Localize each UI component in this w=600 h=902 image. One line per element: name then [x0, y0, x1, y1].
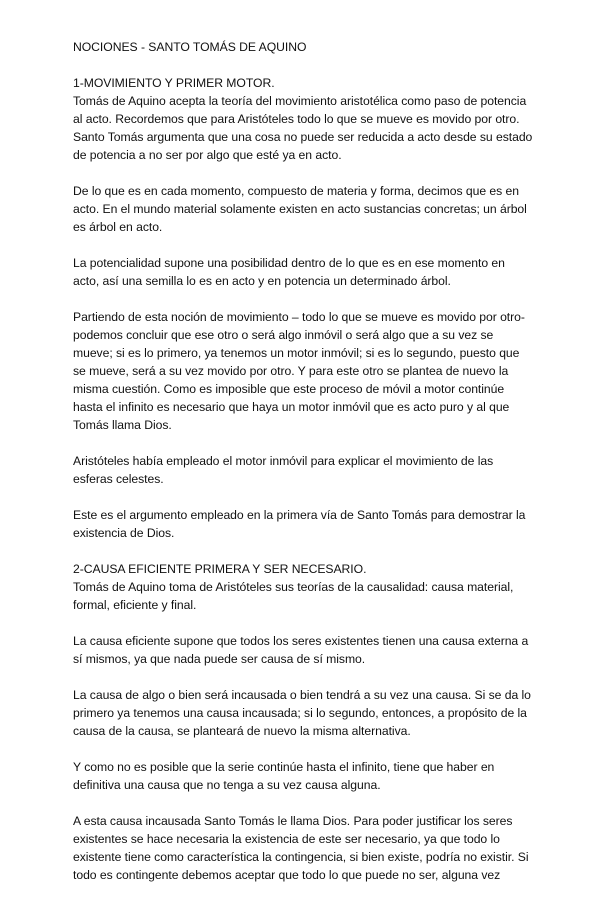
paragraph: La potencialidad supone una posibilidad dentro de lo que es en ese momento en acto, así una semilla lo es en acto y en potencia un determinado árbol.	[73, 256, 505, 288]
paragraph: La causa eficiente supone que todos los seres existentes tienen una causa externa a sí mismos, ya que nada puede ser causa de sí mismo.	[73, 634, 529, 666]
paragraph: Y como no es posible que la serie continúe hasta el infinito, tiene que haber en definitiva una causa que no tenga a su vez causa alguna.	[73, 760, 495, 792]
section-causa-eficiente	[73, 560, 533, 884]
paragraph: Aristóteles había empleado el motor inmóvil para explicar el movimiento de las esferas celestes.	[73, 454, 494, 486]
paragraph: Tomás de Aquino toma de Aristóteles sus teorías de la causalidad: causa material, formal, eficiente y final.	[73, 580, 514, 612]
paragraph: Este es el argumento empleado en la primera vía de Santo Tomás para demostrar la existencia de Dios.	[73, 508, 526, 540]
section-heading: 2-CAUSA EFICIENTE PRIMERA Y SER NECESARIO.	[73, 562, 367, 576]
document-title: NOCIONES - SANTO TOMÁS DE AQUINO	[73, 40, 307, 54]
paragraph: La causa de algo o bien será incausada o bien tendrá a su vez una causa. Si se da lo primero ya tenemos una causa incausada; si lo segundo, entonces, a propósito de la causa de la causa, se planteará de nuevo la misma alternativa.	[73, 688, 531, 738]
paragraph: De lo que es en cada momento, compuesto de materia y forma, decimos que es en acto. En el mundo material solamente existen en acto sustancias concretas; un árbol es árbol en acto.	[73, 184, 527, 234]
paragraph: Tomás de Aquino acepta la teoría del movimiento aristotélica como paso de potencia al acto. Recordemos que para Aristóteles todo lo que se mueve es movido por otro. Santo Tomás argumenta que una cosa no puede ser reducida a acto desde su estado de potencia a no ser por algo que esté ya en acto.	[73, 94, 533, 162]
paragraph: Partiendo de esta noción de movimiento – todo lo que se mueve es movido por otro- podemos concluir que ese otro o será algo inmóvil o será algo que a su vez se mueve; si es lo primero, ya tenemos un motor inmóvil; si es lo segundo, puesto que se mueve, será a su vez movido por otro. Y para este otro se plantea de nuevo la misma cuestión. Como es imposible que este proceso de móvil a motor continúe hasta el infinito es necesario que haya un motor inmóvil que es acto puro y al que Tomás llama Dios.	[73, 310, 525, 432]
paragraph: A esta causa incausada Santo Tomás le llama Dios. Para poder justificar los seres existentes se hace necesaria la existencia de este ser necesario, ya que todo lo existente tiene como característica la contingencia, si bien existe, podría no existir. Si todo es contingente debemos aceptar que todo lo que puede no ser, alguna vez	[73, 814, 529, 882]
section-movimiento	[73, 74, 533, 542]
document-body	[73, 38, 533, 902]
section-heading: 1-MOVIMIENTO Y PRIMER MOTOR.	[73, 76, 275, 90]
